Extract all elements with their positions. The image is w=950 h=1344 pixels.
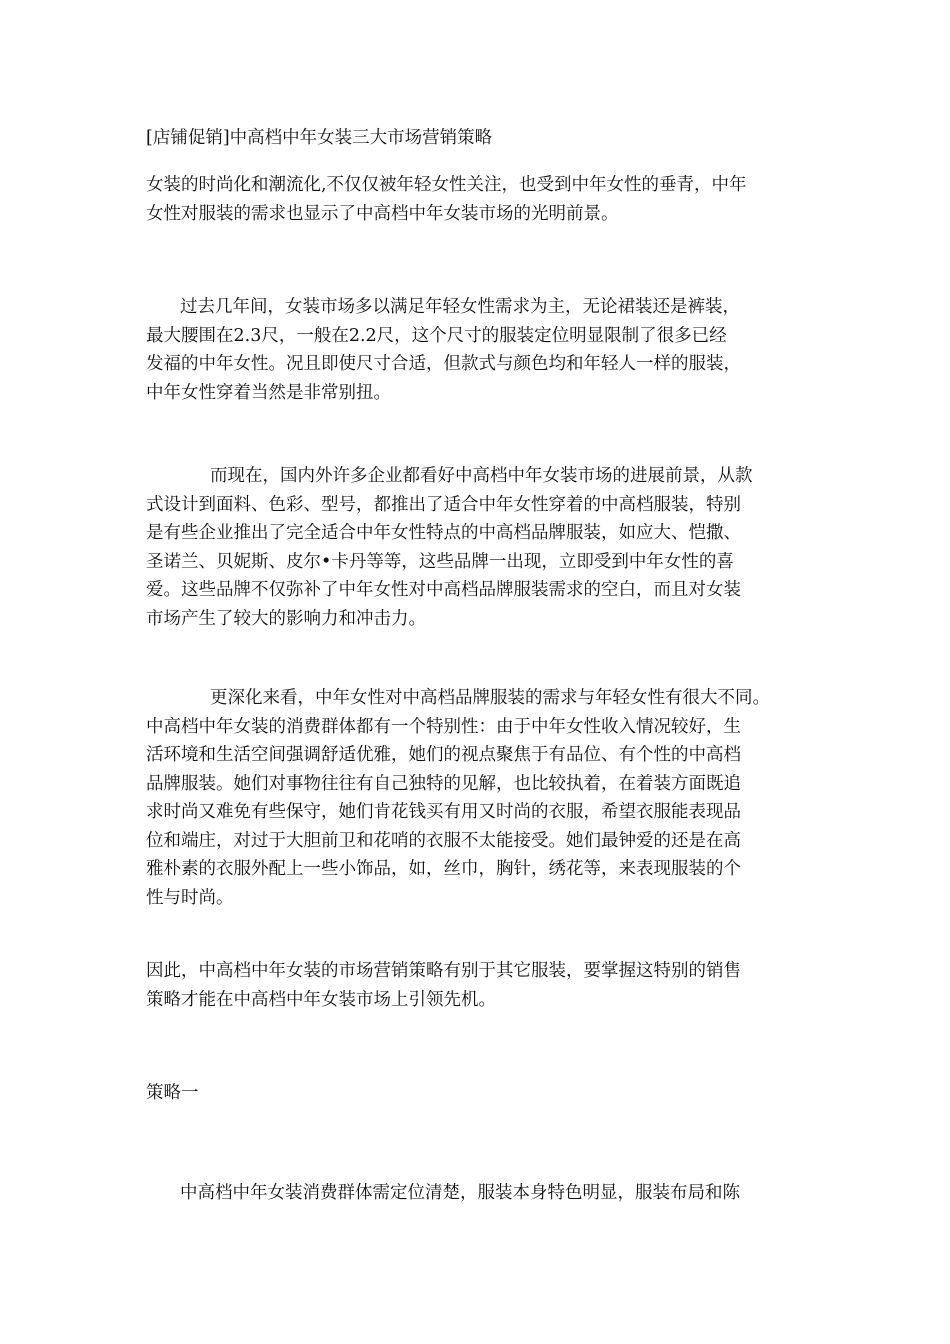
- text-line: 中年女性穿着当然是非常别扭。: [146, 382, 391, 403]
- text-line: 过去几年间，女装市场多以满足年轻女性需求为主，无论裙装还是裤装，: [180, 297, 740, 317]
- text-line: 最大腰围在2.3尺，一般在2.2尺，这个尺寸的服装定位明显限制了很多已经: [146, 325, 727, 346]
- paragraph-2: [146, 462, 806, 633]
- text-line: 市场产生了较大的影响力和冲击力。: [146, 608, 426, 629]
- text-line: 求时尚又难免有些保守，她们肯花钱买有用又时尚的衣服，希望衣服能表现品: [146, 802, 741, 822]
- text-line: 位和端庄，对过于大胆前卫和花哨的衣服不太能接受。她们最钟爱的还是在高: [146, 830, 741, 851]
- text-line: 更深化来看，中年女性对中高档品牌服装的需求与年轻女性有很大不同。: [210, 688, 770, 708]
- text-line: 中高档中年女装消费群体需定位清楚，服装本身特色明显，服装布局和陈: [180, 1183, 740, 1203]
- document-title: [146, 124, 806, 153]
- text-line: 女性对服装的需求也显示了中高档中年女装市场的光明前景。: [146, 203, 619, 224]
- text-line: 活环境和生活空间强调舒适优雅，她们的视点聚焦于有品位、有个性的中高档: [146, 745, 741, 765]
- paragraph-3: [146, 684, 806, 912]
- text-line: 品牌服装。她们对事物往往有自己独特的见解，也比较执着，在着装方面既追: [146, 773, 741, 794]
- text-line: 式设计到面料、色彩、型号，都推出了适合中年女性穿着的中高档服装，特别: [146, 494, 741, 515]
- text-line: 因此，中高档中年女装的市场营销策略有别于其它服装，要掌握这特别的销售: [146, 961, 741, 981]
- strategy-heading: [146, 1079, 806, 1108]
- text-line: 性与时尚。: [146, 887, 234, 908]
- heading-line: 策略一: [146, 1083, 199, 1103]
- paragraph-4: [146, 957, 806, 1014]
- text-line: 爱。这些品牌不仅弥补了中年女性对中高档品牌服装需求的空白，而且对女装: [146, 580, 741, 600]
- text-line: 圣诺兰、贝妮斯、皮尔•卡丹等等，这些品牌一出现，立即受到中年女性的喜: [146, 551, 734, 572]
- paragraph-5: [146, 1179, 806, 1208]
- text-line: 是有些企业推出了完全适合中年女性特点的中高档品牌服装，如应大、恺撒、: [146, 523, 741, 543]
- paragraph-1: [146, 293, 806, 407]
- intro-paragraph: [146, 171, 806, 228]
- text-line: 中高档中年女装的消费群体都有一个特别性：由于中年女性收入情况较好，生: [146, 716, 741, 737]
- text-line: 策略才能在中高档中年女装市场上引领先机。: [146, 989, 496, 1010]
- text-line: 而现在，国内外许多企业都看好中高档中年女装市场的进展前景，从款: [210, 466, 753, 486]
- text-line: 雅朴素的衣服外配上一些小饰品，如，丝巾，胸针，绣花等，来表现服装的个: [146, 859, 741, 879]
- text-line: 发福的中年女性。况且即使尺寸合适，但款式与颜色均和年轻人一样的服装，: [146, 354, 741, 374]
- text-line: 女装的时尚化和潮流化,不仅仅被年轻女性关注，也受到中年女性的垂青，中年: [146, 175, 747, 195]
- title-line: [店铺促销]中高档中年女装三大市场营销策略: [146, 128, 493, 148]
